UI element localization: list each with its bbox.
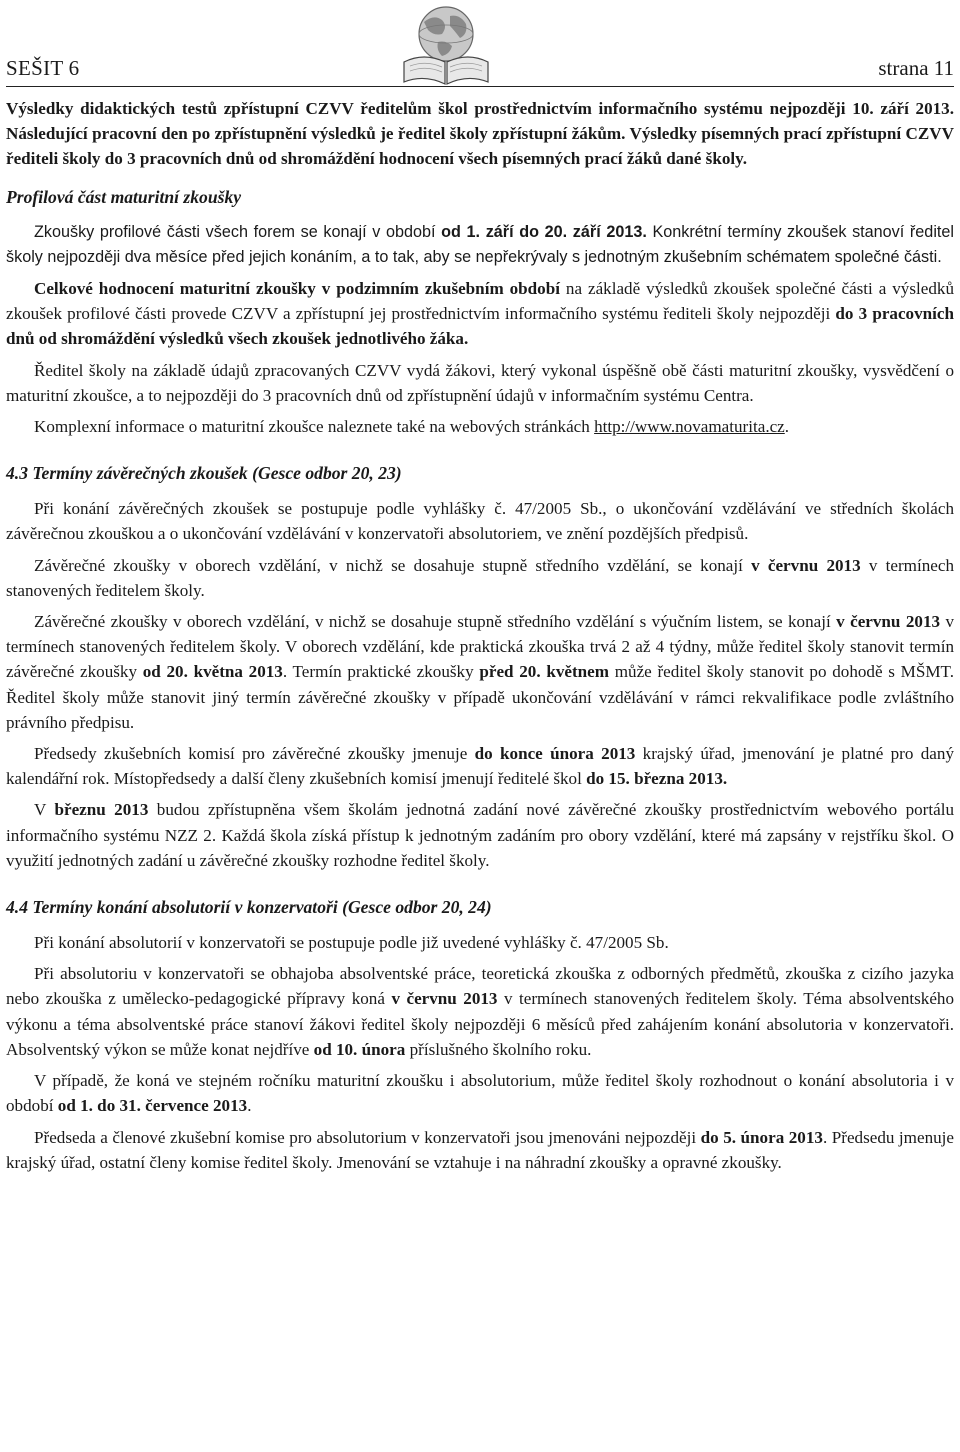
paragraph-4-4-komise: Předseda a členové zkušební komise pro absolutorium v konzervatoři jsou jmenováni nejpozději do 5. února 2013. Předsedu jmenuje krajský úřad, ostatní členy komise ředitel školy. Jmenování se vztahuje i na náhradní zkoušky a opravné zkoušky. (6, 1127, 954, 1172)
paragraph-4-3-stredni-vzdelani: Závěrečné zkoušky v oborech vzdělání, v nichž se dosahuje stupně středního vzdělání, se konají v červnu 2013 v termínech stanovených ředitelem školy. (6, 555, 954, 600)
page-header (6, 0, 954, 87)
paragraph-4-3-vyucni-list: Závěrečné zkoušky v oborech vzdělání, v nichž se dosahuje stupně středního vzdělání s výučním listem, se konají v červnu 2013 v termínech stanovených ředitelem školy. V oborech vzdělání, kde praktická zkouška trvá 2 až 4 týdny, může ředitel školy stanovit termín závěrečné zkoušky od 20. května 2013. Termín praktické zkoušky před 20. květnem může ředitel školy stanovit po dohodě s MŠMT. Ředitel školy může stanovit jiný termín závěrečné zkoušky v případě ukončování vzdělávání v rámci rekvalifikace podle zvláštního právního předpisu. (6, 612, 955, 732)
novamaturita-link[interactable]: http://www.novamaturita.cz (594, 417, 785, 437)
heading-4-4: 4.4 Termíny konání absolutorií v konzervatoři (Gesce odbor 20, 24) (6, 897, 492, 918)
paragraph-4-3-vyhlaska: Při konání závěrečných zkoušek se postupuje podle vyhlášky č. 47/2005 Sb., o ukončování vzdělávání ve středních školách závěrečnou zkouškou a o ukončování vzdělávání v konzervatoři absolutoriem, ve znění pozdějších předpisů. (6, 499, 954, 544)
paragraph-4-4-absolutorium: Při absolutoriu v konzervatoři se obhajoba absolventské práce, teoretická zkouška z odborných předmětů, zkouška z cizího jazyka nebo zkouška z umělecko-pedagogické přípravy koná v červnu 2013 v termínech stanovených ředitelem školy. Téma absolventského výkonu a téma absolventské práce stanoví žákovi ředitel školy nejpozději 6 měsíců před zahájením konání absolutoria v konzervatoři. Absolventský výkon se může konat nejdříve od 10. února příslušného školního roku. (6, 964, 954, 1059)
paragraph-4-4-maturita-a-absolutorium: V případě, že koná ve stejném ročníku maturitní zkoušku i absolutorium, může ředitel školy rozhodnout o konání absolutoria i v období od 1. do 31. července 2013. (6, 1071, 954, 1116)
paragraph-4-3-jednotna-zadani: V březnu 2013 budou zpřístupněna všem školám jednotná zadání nové závěrečné zkoušky prostřednictvím webového portálu informačního systému NZZ 2. Každá škola získá přístup k jednotným zadáním pro obory vzdělání, které má zapsány v rejstříku škol. O využití jednotných zadání u závěrečné zkoušky rozhodne ředitel školy. (6, 800, 954, 870)
issue-label: SEŠIT 6 (6, 56, 80, 80)
paragraph-4-3-komise: Předsedy zkušebních komisí pro závěrečné zkoušky jmenuje do konce února 2013 krajský úřad, jmenování je platné pro daný kalendářní rok. Místopředsedy a další členy zkušebních komisí jmenují ředitelé škol do 15. března 2013. (6, 744, 954, 789)
paragraph-4-4-vyhlaska: Při konání absolutorií v konzervatoři se postupuje podle již uvedené vyhlášky č. 47/2005 Sb. (34, 933, 669, 953)
globe-book-logo-icon (398, 0, 494, 86)
paragraph-celkove-hodnoceni: Celkové hodnocení maturitní zkoušky v podzimním zkušebním období na základě výsledků zkoušek společné části a výsledků zkoušek profilové části provede CZVV a zpřístupní jej prostřednictvím informačního systému řediteli školy nejpozději do 3 pracovních dnů od shromáždění výsledků všech zkoušek jednotlivého žáka. (6, 279, 954, 349)
paragraph-profil-terminy: Zkoušky profilové části všech forem se konají v období od 1. září do 20. září 2013. Konkrétní termíny zkoušek stanoví ředitel školy nejpozději dva měsíce před jejich konáním, a to tak, aby se nepřekrývaly s jednotným zkušebním schématem společné části. (6, 222, 955, 266)
heading-profilova-cast: Profilová část maturitní zkoušky (6, 186, 242, 207)
document-body (6, 96, 954, 1175)
page-number: strana 11 (878, 56, 954, 80)
paragraph-komplexni-informace: Komplexní informace o maturitní zkoušce naleznete také na webových stránkách http://www.novamaturita.cz. (34, 417, 790, 437)
heading-4-3: 4.3 Termíny závěrečných zkoušek (Gesce odbor 20, 23) (6, 463, 402, 484)
intro-paragraph: Výsledky didaktických testů zpřístupní CZVV ředitelům škol prostřednictvím informačního systému nejpozději 10. září 2013. Následující pracovní den po zpřístupnění výsledků je ředitel školy zpřístupní žákům. Výsledky písemných prací zpřístupní CZVV řediteli školy do 3 pracovních dnů od shromáždění hodnocení všech písemných prací žáků dané školy. (6, 99, 954, 169)
paragraph-vysvedceni: Ředitel školy na základě údajů zpracovaných CZVV vydá žákovi, který vykonal úspěšně obě části maturitní zkoušky, vysvědčení o maturitní zkoušce, a to nejpozději do 3 pracovních dnů od zpřístupnění údajů v informačním systému Centra. (6, 360, 954, 405)
